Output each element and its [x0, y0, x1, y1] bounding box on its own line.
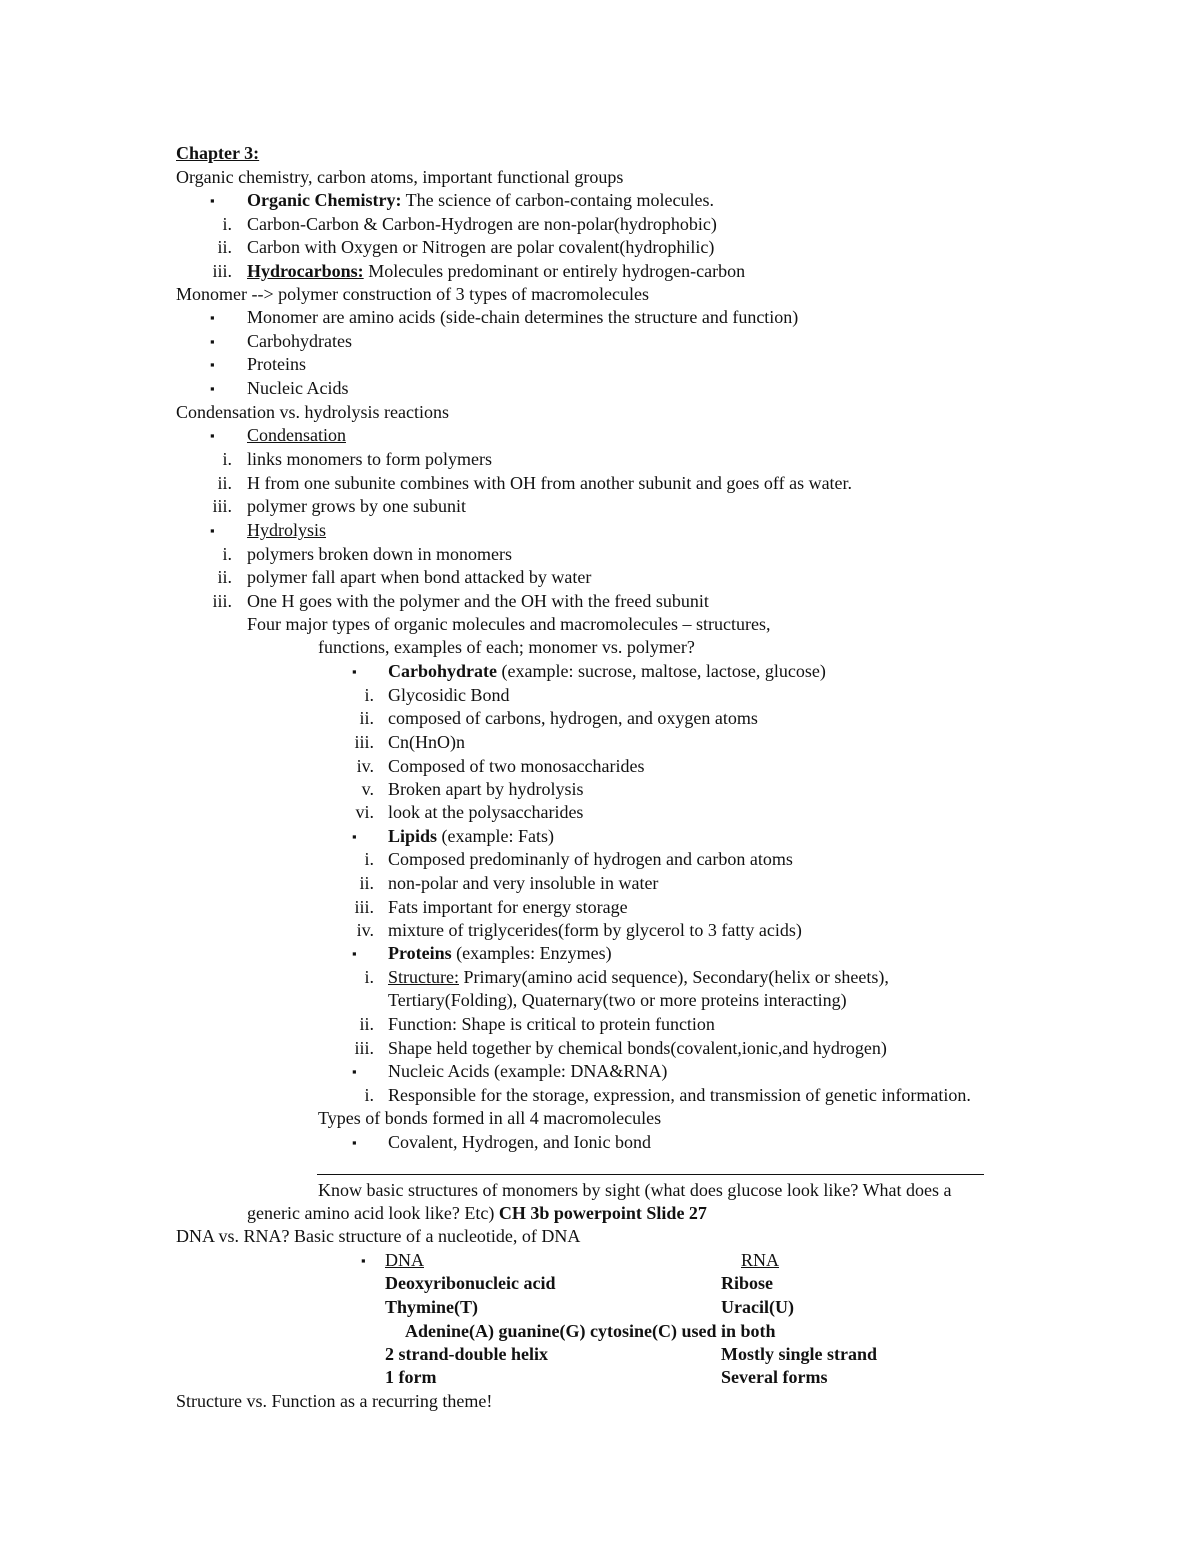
roman-marker: ii. [217, 237, 232, 257]
text-line: Organic chemistry, carbon atoms, important functional groups [176, 167, 624, 187]
text-line: Nucleic Acids [247, 378, 349, 398]
rna-column-header: RNA [741, 1250, 780, 1270]
roman-marker: iv. [356, 920, 374, 940]
bullet-marker: ▪ [210, 310, 215, 325]
text-line: links monomers to form polymers [247, 449, 492, 469]
dna-cell: Thymine(T) [385, 1297, 479, 1317]
dna-column-header: DNA [385, 1250, 424, 1270]
roman-marker: i. [364, 849, 374, 869]
text-line: non-polar and very insoluble in water [388, 873, 659, 893]
text-line: Structure: Primary(amino acid sequence), Secondary(helix or sheets), [388, 967, 889, 987]
dna-cell: 2 strand-double helix [385, 1344, 549, 1364]
rna-cell: Ribose [721, 1273, 774, 1293]
text-line: H from one subunite combines with OH from another subunit and goes off as water. [247, 473, 853, 493]
text-line: Types of bonds formed in all 4 macromolecules [318, 1108, 662, 1128]
bullet-marker: ▪ [210, 334, 215, 349]
roman-marker: ii. [359, 708, 374, 728]
text-line: Lipids (example: Fats) [388, 826, 555, 846]
roman-marker: ii. [217, 567, 232, 587]
roman-marker: ii. [359, 873, 374, 893]
text-line: Hydrolysis [247, 520, 327, 540]
text-line: Proteins [247, 354, 307, 374]
roman-marker: vi. [355, 802, 374, 822]
dna-cell: 1 form [385, 1367, 437, 1387]
bullet-marker: ▪ [352, 829, 357, 844]
text-line: look at the polysaccharides [388, 802, 584, 822]
roman-marker: iii. [354, 732, 374, 752]
chapter-title: Chapter 3: [176, 143, 260, 163]
roman-marker: i. [222, 449, 232, 469]
bullet-marker: ▪ [210, 381, 215, 396]
text-line: Carbohydrate (example: sucrose, maltose, lactose, glucose) [388, 661, 826, 681]
bullet-marker: ▪ [352, 946, 357, 961]
text-line: mixture of triglycerides(form by glycerol to 3 fatty acids) [388, 920, 802, 940]
roman-marker: i. [364, 685, 374, 705]
roman-marker: iii. [212, 591, 232, 611]
text-line: functions, examples of each; monomer vs. polymer? [318, 637, 695, 657]
text-line: Know basic structures of monomers by sight (what does glucose look like? What does a [318, 1180, 952, 1200]
shared-bases: Adenine(A) guanine(G) cytosine(C) used in both [405, 1321, 776, 1341]
rna-cell: Mostly single strand [721, 1344, 878, 1364]
text-line: Fats important for energy storage [388, 897, 628, 917]
text-line: DNA vs. RNA? Basic structure of a nucleotide, of DNA [176, 1226, 581, 1246]
bullet-marker: ▪ [210, 357, 215, 372]
text-line: Carbohydrates [247, 331, 352, 351]
text-line: polymer fall apart when bond attacked by water [247, 567, 592, 587]
text-line: Composed of two monosaccharides [388, 756, 645, 776]
roman-marker: iii. [212, 496, 232, 516]
text-line: Cn(HnO)n [388, 732, 465, 752]
roman-marker: ii. [359, 1014, 374, 1034]
roman-marker: i. [364, 967, 374, 987]
dna-cell: Deoxyribonucleic acid [385, 1273, 556, 1293]
roman-marker: iii. [354, 897, 374, 917]
roman-marker: i. [364, 1085, 374, 1105]
text-line: Carbon-Carbon & Carbon-Hydrogen are non-polar(hydrophobic) [247, 214, 717, 234]
horizontal-rule [317, 1174, 984, 1175]
roman-marker: v. [361, 779, 374, 799]
text-line: Carbon with Oxygen or Nitrogen are polar covalent(hydrophilic) [247, 237, 715, 257]
text-line: Covalent, Hydrogen, and Ionic bond [388, 1132, 651, 1152]
text-line: Four major types of organic molecules and macromolecules – structures, [247, 614, 771, 634]
text-line: Monomer --> polymer construction of 3 types of macromolecules [176, 284, 650, 304]
text-line: Monomer are amino acids (side-chain determines the structure and function) [247, 307, 799, 327]
bullet-marker: ▪ [210, 523, 215, 538]
bullet-marker: ▪ [210, 193, 215, 208]
text-line: Nucleic Acids (example: DNA&RNA) [388, 1061, 668, 1081]
bullet-marker: ▪ [361, 1253, 366, 1268]
text-line: polymers broken down in monomers [247, 544, 512, 564]
text-line: Composed predominanly of hydrogen and carbon atoms [388, 849, 793, 869]
text-line: Hydrocarbons: Molecules predominant or entirely hydrogen-carbon [247, 261, 746, 281]
text-line: Glycosidic Bond [388, 685, 510, 705]
roman-marker: iii. [212, 261, 232, 281]
roman-marker: iv. [356, 756, 374, 776]
text-line: Organic Chemistry: The science of carbon-containg molecules. [247, 190, 715, 210]
roman-marker: ii. [217, 473, 232, 493]
bullet-marker: ▪ [210, 428, 215, 443]
text-line: Responsible for the storage, expression, and transmission of genetic information. [388, 1085, 971, 1105]
text-line: Condensation [247, 425, 346, 445]
text-line: Structure vs. Function as a recurring theme! [176, 1391, 493, 1411]
text-line: Shape held together by chemical bonds(covalent,ionic,and hydrogen) [388, 1038, 887, 1058]
text-line: Condensation vs. hydrolysis reactions [176, 402, 449, 422]
bullet-marker: ▪ [352, 664, 357, 679]
text-line: Broken apart by hydrolysis [388, 779, 584, 799]
text-line: Proteins (examples: Enzymes) [388, 943, 612, 963]
roman-marker: i. [222, 214, 232, 234]
text-line: generic amino acid look like? Etc) CH 3b powerpoint Slide 27 [247, 1203, 707, 1223]
text-line: composed of carbons, hydrogen, and oxygen atoms [388, 708, 758, 728]
text-line: One H goes with the polymer and the OH with the freed subunit [247, 591, 709, 611]
roman-marker: iii. [354, 1038, 374, 1058]
text-line: polymer grows by one subunit [247, 496, 466, 516]
text-line: Tertiary(Folding), Quaternary(two or more proteins interacting) [388, 990, 847, 1010]
bullet-marker: ▪ [352, 1135, 357, 1150]
text-line: Function: Shape is critical to protein function [388, 1014, 715, 1034]
rna-cell: Uracil(U) [721, 1297, 794, 1317]
bullet-marker: ▪ [352, 1064, 357, 1079]
roman-marker: i. [222, 544, 232, 564]
rna-cell: Several forms [721, 1367, 828, 1387]
